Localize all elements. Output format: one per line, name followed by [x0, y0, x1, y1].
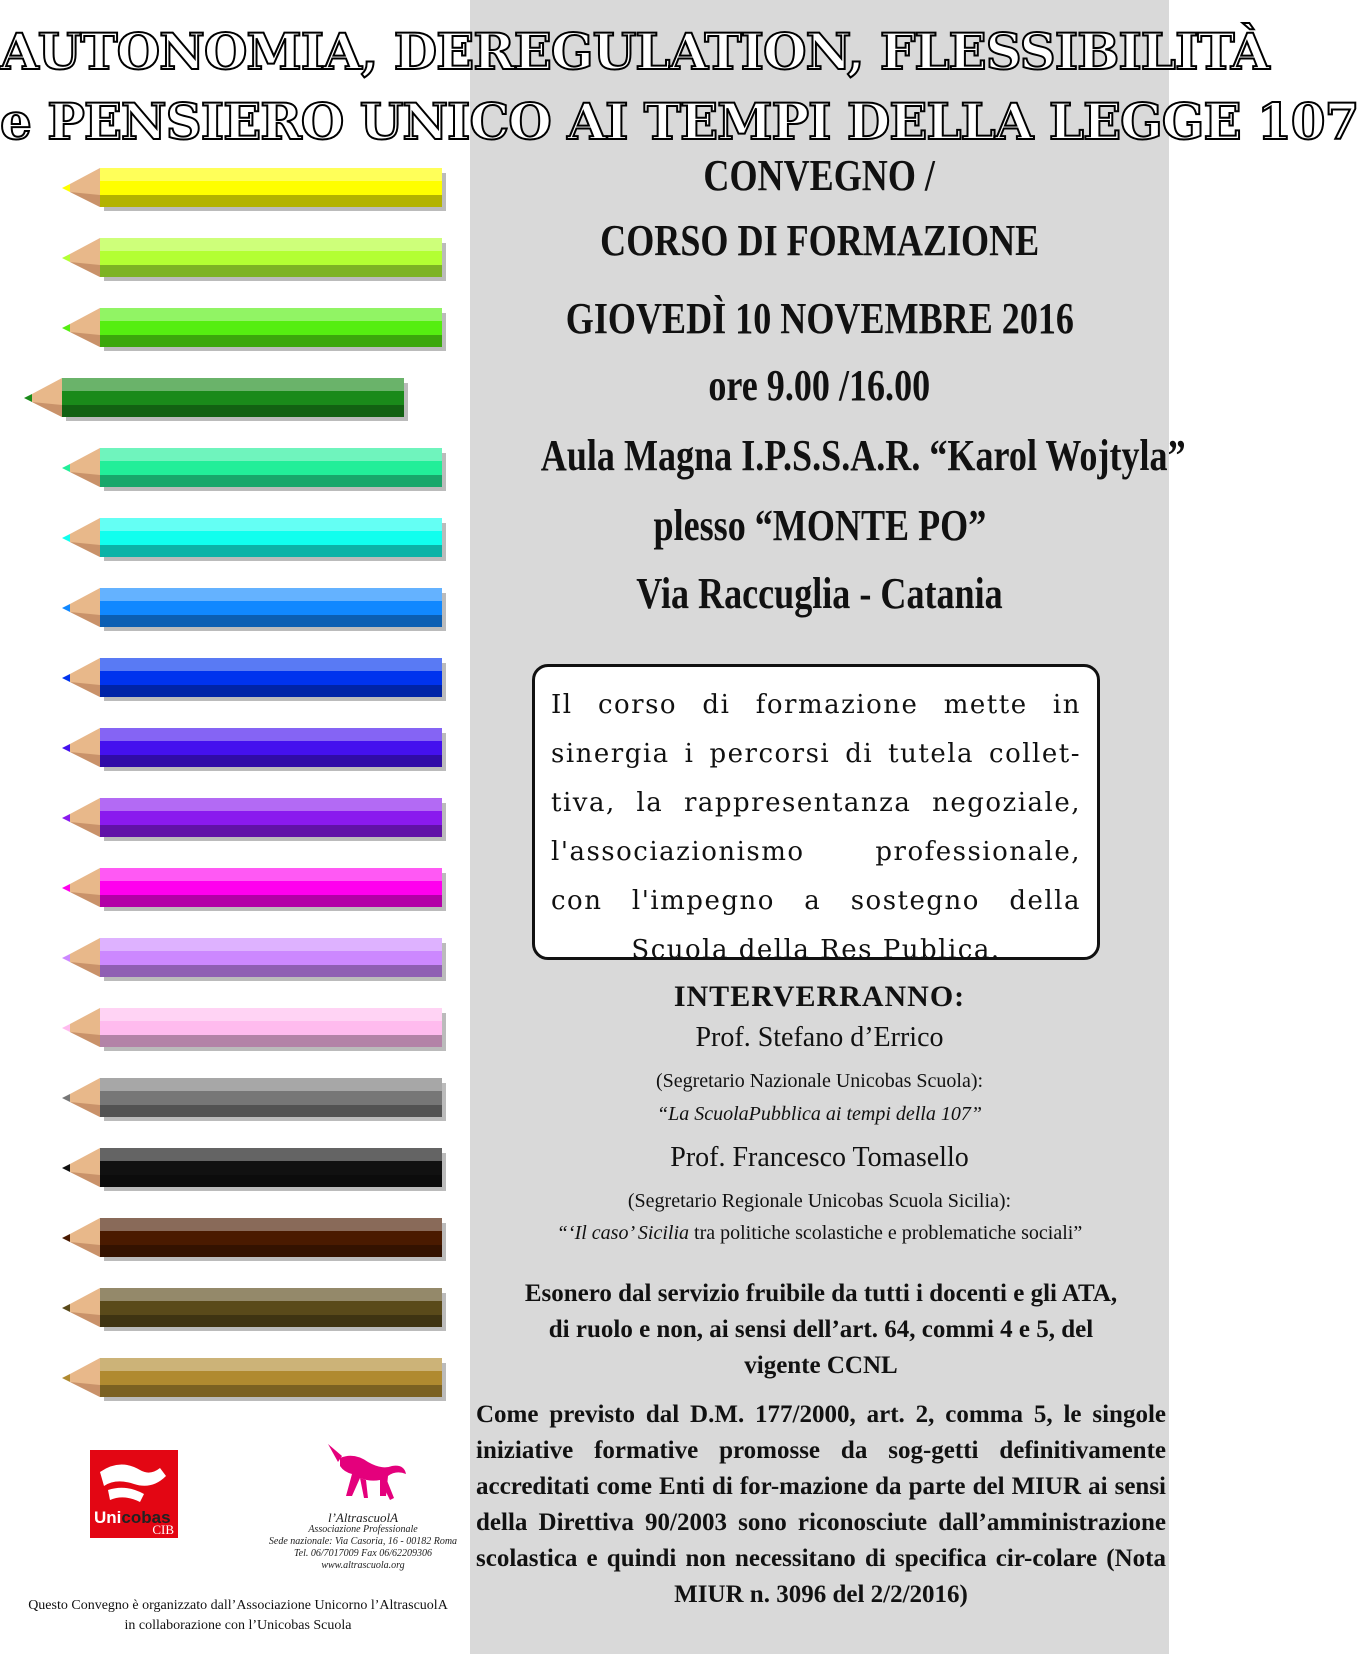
pencil-5 — [62, 448, 452, 490]
pencil-15 — [62, 1148, 452, 1190]
pencil-14 — [62, 1078, 452, 1120]
pencil-1 — [62, 168, 452, 210]
speaker-2-talk: “‘Il caso’ Sicilia tra politiche scolastiche e problematiche sociali” — [556, 1222, 1083, 1244]
event-date: GIOVEDÌ 10 NOVEMBRE 2016 — [565, 294, 1074, 343]
pencil-12 — [62, 938, 452, 980]
poster-title-line1: AUTONOMIA, DEREGULATION, FLESSIBILITÀ — [0, 22, 1269, 81]
speaker-1-talk: “La ScuolaPubblica ai tempi della 107” — [657, 1103, 982, 1125]
pencil-2 — [62, 238, 452, 280]
pencil-10 — [62, 798, 452, 840]
speaker-1-name: Prof. Stefano d’Errico — [695, 1022, 944, 1053]
event-type-line2: CORSO DI FORMAZIONE — [599, 216, 1040, 265]
pencil-11 — [62, 868, 452, 910]
unicorn-icon — [268, 1440, 458, 1512]
speaker-2-role: (Segretario Regionale Unicobas Scuola Sicilia): — [627, 1190, 1012, 1212]
event-site: plesso “MONTE PO” — [653, 501, 986, 550]
pencil-4 — [24, 378, 414, 420]
speaker-1-role: (Segretario Nazionale Unicobas Scuola): — [655, 1070, 984, 1092]
speakers-heading: INTERVERRANNO: — [673, 980, 966, 1013]
event-time: ore 9.00 /16.00 — [708, 361, 931, 410]
event-type-line1: CONVEGNO / — [703, 151, 936, 200]
exemption-notice: Esonero dal servizio fruibile da tutti i docenti e gli ATA, di ruolo e non, ai sensi dell’art. 64, commi 4 e 5, del vigente CCNL — [524, 1280, 1118, 1379]
footer-line1: Questo Convegno è organizzato dall’Associazione Unicorno l’AltrascuolA — [28, 1598, 448, 1613]
pencil-8 — [62, 658, 452, 700]
pencil-7 — [62, 588, 452, 630]
pencil-3 — [62, 308, 452, 350]
pencil-6 — [62, 518, 452, 560]
altrascuola-logo: l’AltrascuolA Associazione Professionale Sede nazionale: Via Casoria, 16 - 00182 Roma Tel. 06/7017009 Fax 06/62209306 www.altrascuola.org — [268, 1440, 458, 1572]
event-venue: Aula Magna I.P.S.S.A.R. “Karol Wojtyla” — [540, 431, 1186, 480]
unicobas-logo: Unicobas CIB — [90, 1450, 178, 1538]
footer-line2: in collaborazione con l’Unicobas Scuola — [124, 1618, 352, 1633]
course-description-box: Il corso di formazione mette in sinergia i percorsi di tutela collet-tiva, la rappresentanza negoziale, l'associazionismo professionale, con l'impegno a sostegno della Scuola della Res Publica. — [532, 664, 1100, 960]
pencil-9 — [62, 728, 452, 770]
organizer-footer — [18, 1596, 458, 1636]
pencil-18 — [62, 1358, 452, 1400]
pencil-16 — [62, 1218, 452, 1260]
event-address: Via Raccuglia - Catania — [636, 569, 1003, 618]
pencil-17 — [62, 1288, 452, 1330]
legal-note: Come previsto dal D.M. 177/2000, art. 2, comma 5, le singole iniziative formative promosse da sog-getti definitivamente accreditati come Enti di for-mazione da parte del MIUR ai sensi della Direttiva 90/2003 sono riconosciute dall’amministrazione scolastica e quindi non necessitano di specifica cir-colare (Nota MIUR n. 3096 del 2/2/2016) — [476, 1401, 1166, 1608]
speaker-2-name: Prof. Francesco Tomasello — [670, 1142, 969, 1173]
pencil-13 — [62, 1008, 452, 1050]
poster-title-line2: e PENSIERO UNICO AI TEMPI DELLA LEGGE 107 — [0, 92, 1358, 151]
